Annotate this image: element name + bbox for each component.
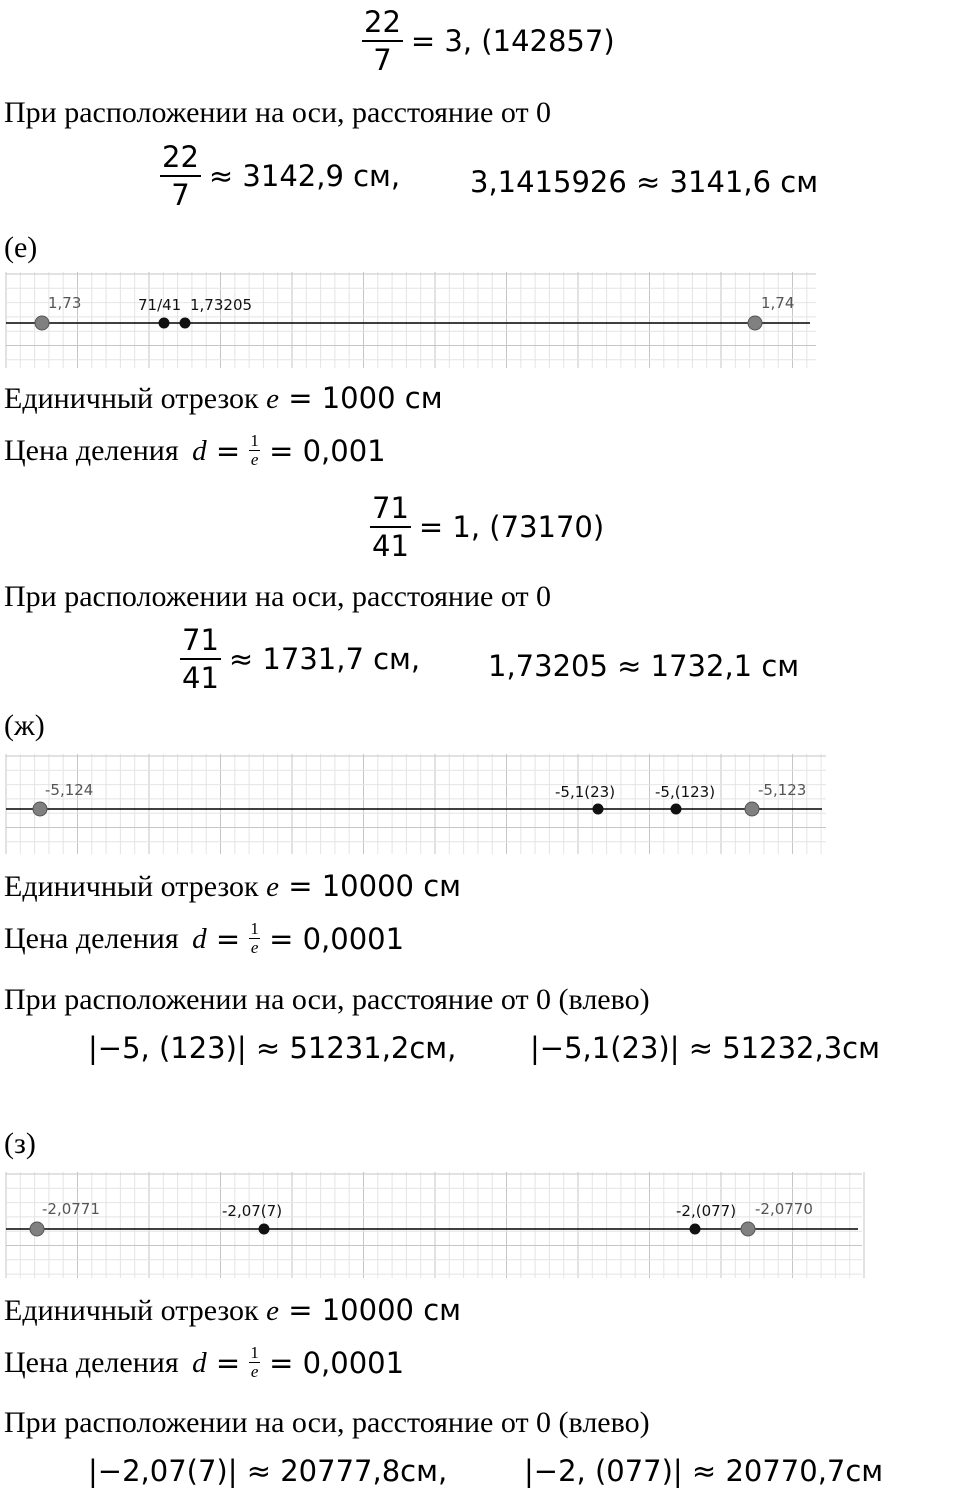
tick-label: -5,1(23) <box>555 783 616 801</box>
point-minus-2-07-7 <box>259 1224 270 1235</box>
point-minus-2-077-periodic <box>690 1224 701 1235</box>
tick-label: 71/41 <box>138 296 182 314</box>
tick-label: 1,73205 <box>190 296 253 314</box>
location-text: При расположении на оси, расстояние от 0 <box>4 96 552 129</box>
number-line-z <box>0 1170 866 1280</box>
section-label: (е) <box>4 231 38 264</box>
section-label: (з) <box>4 1127 36 1160</box>
grid <box>6 1172 864 1278</box>
distance-right: 1,73205 ≈ 1732,1 см <box>488 649 800 683</box>
division-price-line: Цена деления d = $\frac{1}{e}$ = 0,001 <box>4 431 386 469</box>
unit-segment-line: Единичный отрезок e = 1000 см <box>4 381 443 415</box>
point-1-74 <box>748 316 762 330</box>
equation-22-7: $\frac{22}{7}$ = 3, (142857) <box>364 5 615 77</box>
tick-label: 1,74 <box>761 294 795 312</box>
unit-segment-line: Единичный отрезок e = 10000 см <box>4 1293 462 1327</box>
distance-right: |−5,1(23)| ≈ 51232,3см <box>530 1031 880 1065</box>
grid <box>6 754 826 854</box>
point-minus-2-0770 <box>741 1222 755 1236</box>
point-1-73 <box>35 316 49 330</box>
unit-segment-line: Единичный отрезок e = 10000 см <box>4 869 462 903</box>
tick-label: -5,123 <box>758 781 807 799</box>
tick-label: 1,73 <box>48 294 82 312</box>
distance-line: $\frac{71}{41}$ ≈ 1731,7 см, <box>182 623 421 695</box>
tick-label: -2,0770 <box>755 1200 813 1218</box>
point-minus-5-123-periodic <box>671 804 682 815</box>
tick-label: -2,(077) <box>676 1202 737 1220</box>
point-minus-5-124 <box>33 802 47 816</box>
division-price-line: Цена деления d = $\frac{1}{e}$ = 0,0001 <box>4 1343 405 1381</box>
grid <box>6 272 816 368</box>
distance-pi: 3,1415926 ≈ 3141,6 см <box>470 165 819 199</box>
distance-line: $\frac{22}{7}$ ≈ 3142,9 см, <box>162 140 401 212</box>
location-text: При расположении на оси, расстояние от 0 (влево) <box>4 983 650 1016</box>
point-minus-5-123 <box>745 802 759 816</box>
point-71-41 <box>159 318 170 329</box>
location-text: При расположении на оси, расстояние от 0 <box>4 580 552 613</box>
location-text: При расположении на оси, расстояние от 0 (влево) <box>4 1406 650 1439</box>
distance-left: |−5, (123)| ≈ 51231,2см, <box>88 1031 457 1065</box>
point-minus-2-0771 <box>30 1222 44 1236</box>
number-line-e <box>0 270 820 370</box>
tick-label: -5,124 <box>45 781 94 799</box>
number-line-zh <box>0 752 830 856</box>
point-minus-5-1-23 <box>593 804 604 815</box>
point-1-73205 <box>180 318 191 329</box>
distance-left: |−2,07(7)| ≈ 20777,8см, <box>88 1454 448 1488</box>
distance-right: |−2, (077)| ≈ 20770,7см <box>524 1454 884 1488</box>
tick-label: -2,0771 <box>42 1200 100 1218</box>
tick-label: -2,07(7) <box>222 1202 283 1220</box>
tick-label: -5,(123) <box>655 783 716 801</box>
division-price-line: Цена деления d = $\frac{1}{e}$ = 0,0001 <box>4 919 405 957</box>
section-label: (ж) <box>4 709 45 742</box>
equation-71-41: $\frac{71}{41}$ = 1, (73170) <box>372 491 605 563</box>
